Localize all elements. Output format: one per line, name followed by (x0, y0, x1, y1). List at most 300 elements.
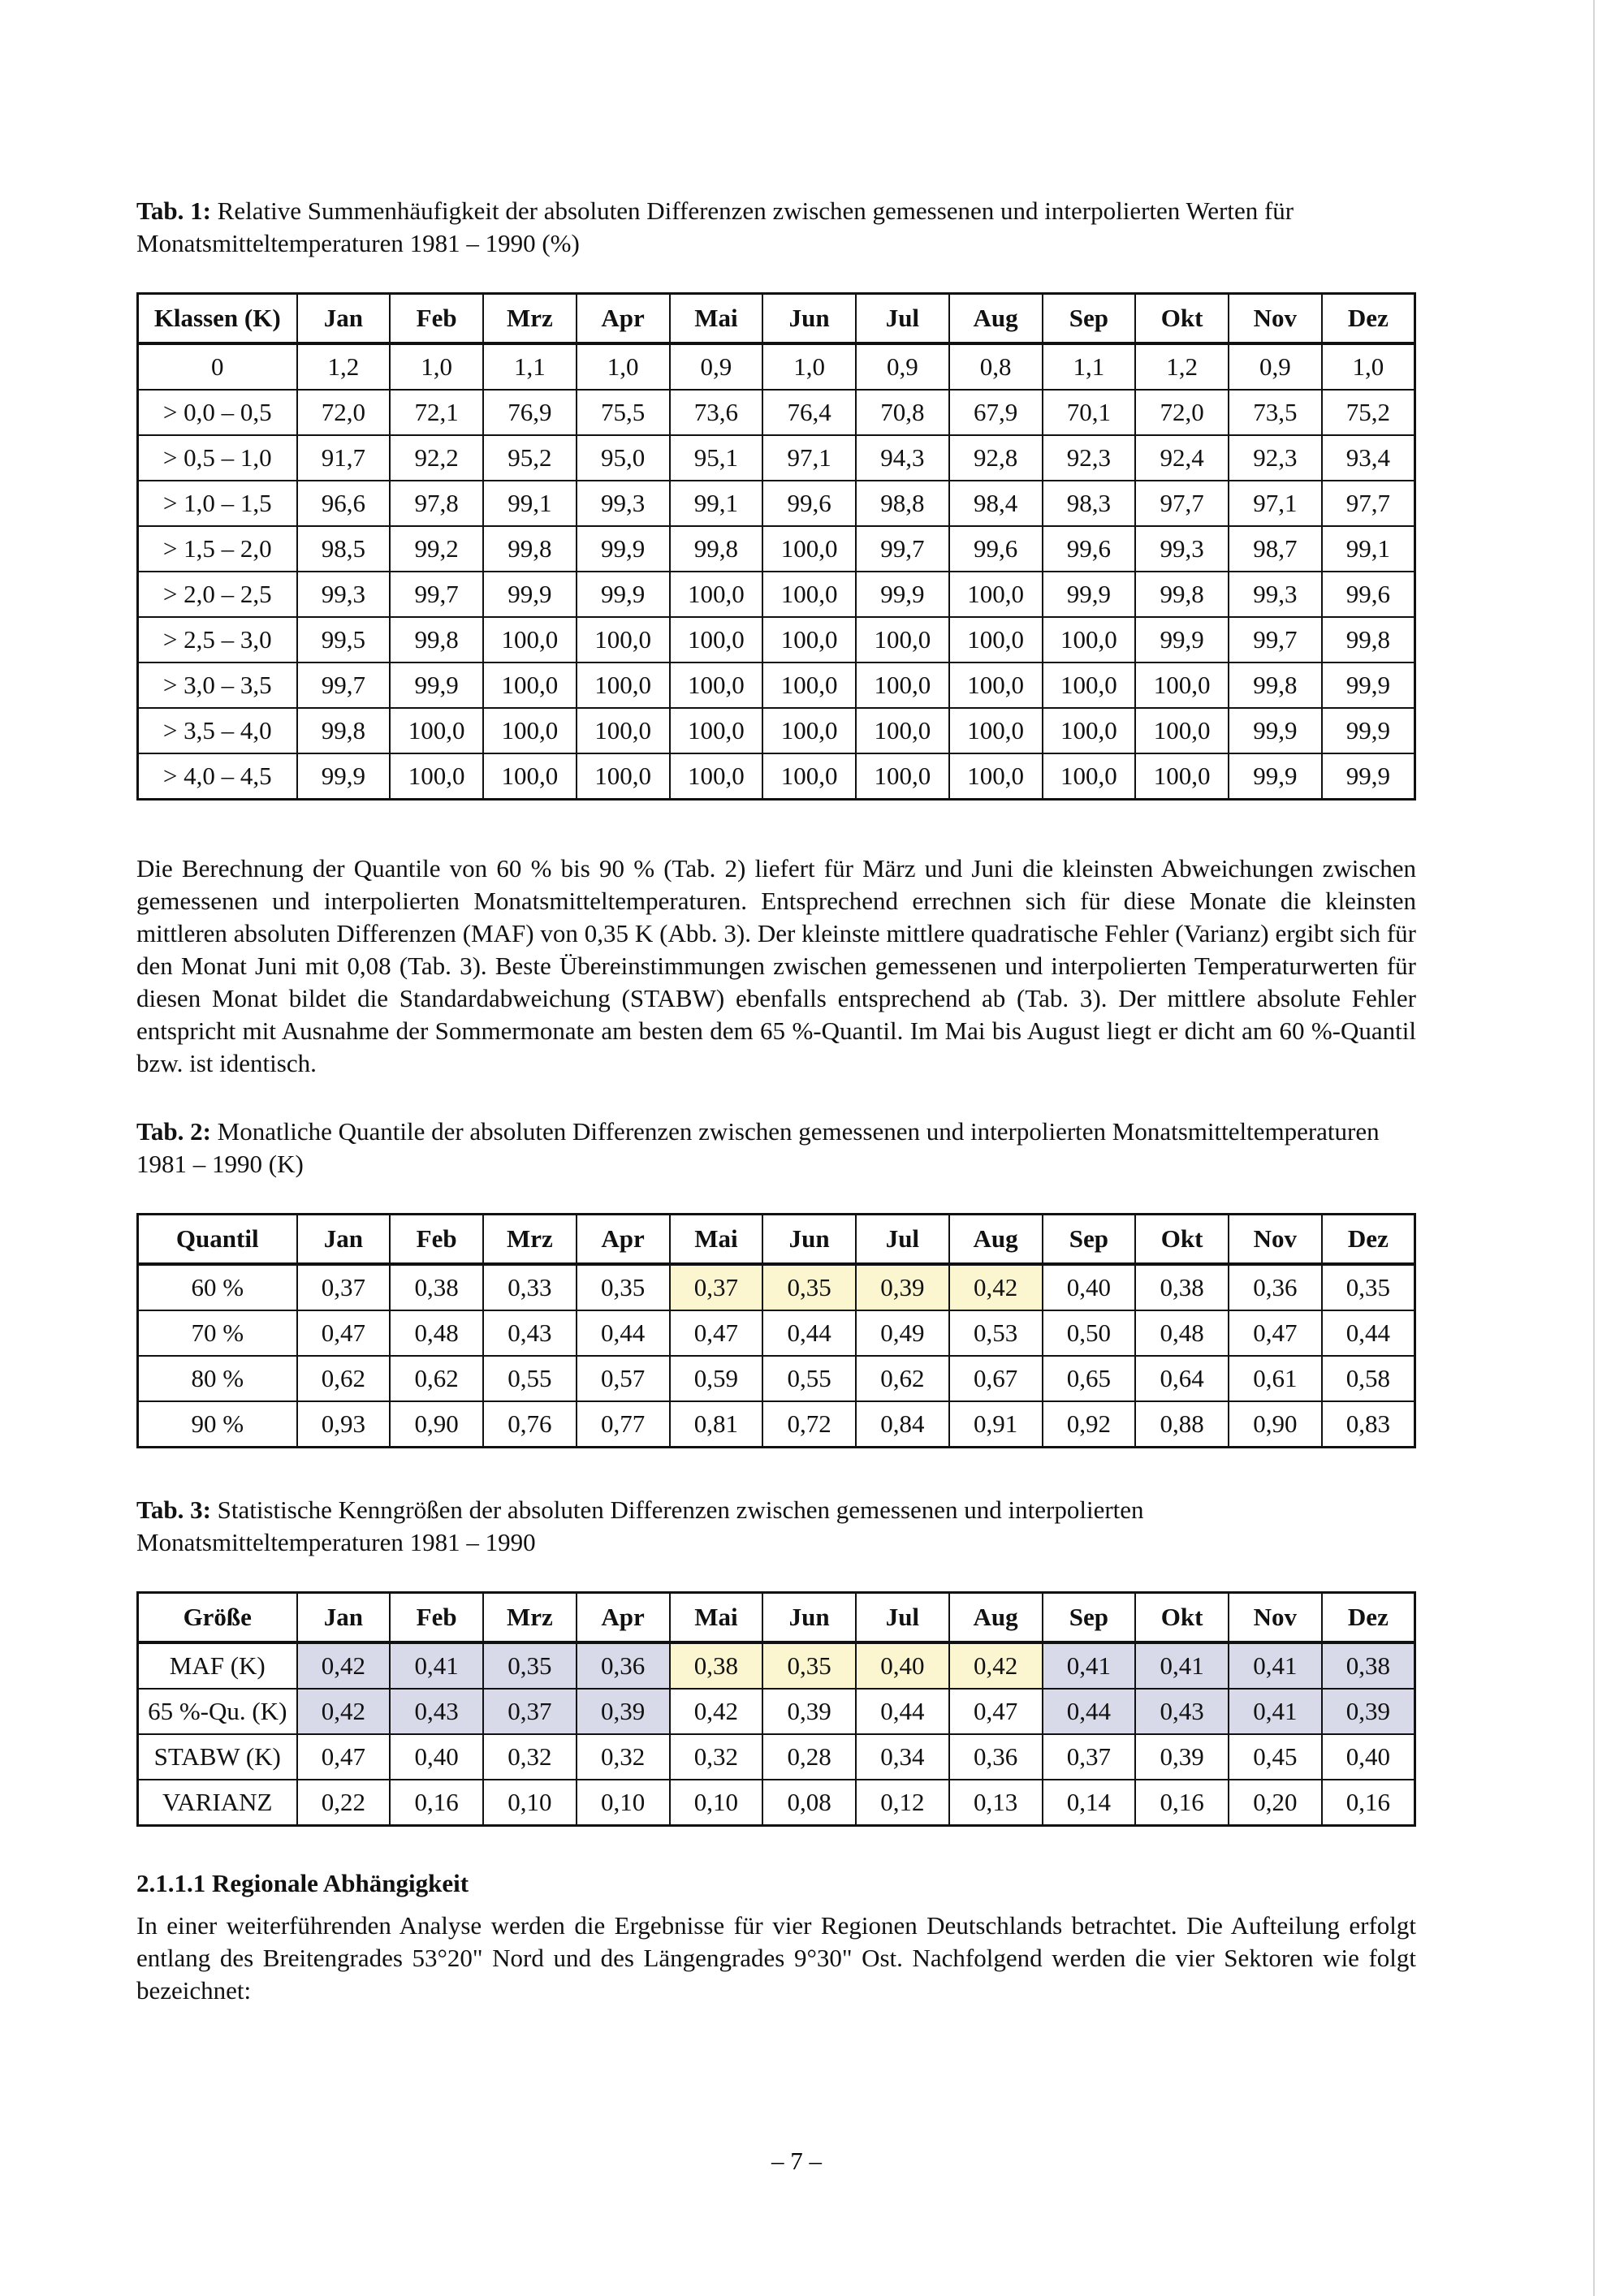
table-cell: 100,0 (762, 572, 856, 617)
table-cell: 0,37 (1043, 1734, 1136, 1780)
table-cell: 0,22 (297, 1780, 391, 1826)
table-cell: 0,64 (1135, 1356, 1229, 1401)
table-cell: 0,91 (949, 1401, 1043, 1448)
table-cell: 100,0 (1135, 708, 1229, 753)
table-cell: 100,0 (390, 753, 483, 800)
table-cell: 0,44 (577, 1310, 670, 1356)
table-cell: 0,41 (1135, 1642, 1229, 1689)
tab1-header-mai: Mai (670, 294, 763, 344)
tab3-header-okt: Okt (1135, 1593, 1229, 1643)
table-cell: 99,1 (670, 481, 763, 526)
tab3-header-jul: Jul (856, 1593, 949, 1643)
table-cell: 0,92 (1043, 1401, 1136, 1448)
table-cell: 100,0 (949, 662, 1043, 708)
table-cell: 100,0 (1135, 662, 1229, 708)
table-1-header-row (138, 294, 1415, 344)
table-cell: 0,40 (390, 1734, 483, 1780)
table-cell: 99,9 (1322, 753, 1415, 800)
tab3-header-aug: Aug (949, 1593, 1043, 1643)
table-cell: 76,4 (762, 390, 856, 435)
table-row (138, 1264, 1415, 1310)
table-cell: 92,3 (1229, 435, 1322, 481)
row-label: > 2,0 – 2,5 (138, 572, 297, 617)
table-cell: 100,0 (949, 753, 1043, 800)
table-row (138, 572, 1415, 617)
table-cell: 0,32 (483, 1734, 577, 1780)
table-cell: 75,5 (577, 390, 670, 435)
table-cell: 99,9 (1322, 708, 1415, 753)
table-row (138, 617, 1415, 662)
table-cell: 70,8 (856, 390, 949, 435)
table-3 (136, 1591, 1416, 1827)
table-cell: 1,1 (1043, 343, 1136, 390)
tab1-header-apr: Apr (577, 294, 670, 344)
table-cell: 98,7 (1229, 526, 1322, 572)
table-cell: 0,62 (390, 1356, 483, 1401)
table-cell: 99,6 (762, 481, 856, 526)
table-cell: 100,0 (577, 753, 670, 800)
table-cell: 0,38 (390, 1264, 483, 1310)
table-cell: 0,53 (949, 1310, 1043, 1356)
table-cell: 0,84 (856, 1401, 949, 1448)
table-cell: 0,81 (670, 1401, 763, 1448)
table-cell: 99,6 (1322, 572, 1415, 617)
row-label: > 0,0 – 0,5 (138, 390, 297, 435)
table-cell: 0,38 (1322, 1642, 1415, 1689)
tab1-caption-text: Relative Summenhäufigkeit der absoluten Differenzen zwischen gemessenen und interpolierten Werten für Monatsmitteltemperaturen 1981 – 1990 (%) (136, 196, 1294, 257)
table-cell: 0,9 (670, 343, 763, 390)
table-cell: 0,35 (1322, 1264, 1415, 1310)
table-cell: 0,41 (1043, 1642, 1136, 1689)
table-cell: 95,2 (483, 435, 577, 481)
tab1-header-mrz: Mrz (483, 294, 577, 344)
table-cell: 100,0 (1043, 753, 1136, 800)
table-row (138, 1780, 1415, 1826)
table-cell: 0,62 (856, 1356, 949, 1401)
table-cell: 70,1 (1043, 390, 1136, 435)
table-cell: 0,44 (856, 1689, 949, 1734)
table-cell: 0,32 (577, 1734, 670, 1780)
table-cell: 0,50 (1043, 1310, 1136, 1356)
table-row (138, 435, 1415, 481)
table-cell: 99,9 (1043, 572, 1136, 617)
table-cell: 99,1 (483, 481, 577, 526)
table-cell: 0,16 (390, 1780, 483, 1826)
table-cell: 0,42 (297, 1642, 391, 1689)
table-cell: 96,6 (297, 481, 391, 526)
table-row (138, 1310, 1415, 1356)
tab1-header-label: Klassen (K) (138, 294, 297, 344)
tab1-header-jan: Jan (297, 294, 391, 344)
table-cell: 0,90 (390, 1401, 483, 1448)
row-label: > 2,5 – 3,0 (138, 617, 297, 662)
table-cell: 1,2 (297, 343, 391, 390)
table-cell: 0,47 (1229, 1310, 1322, 1356)
row-label: > 3,0 – 3,5 (138, 662, 297, 708)
table-2 (136, 1213, 1416, 1448)
row-label: 60 % (138, 1264, 297, 1310)
table-cell: 0,28 (762, 1734, 856, 1780)
table-cell: 0,8 (949, 343, 1043, 390)
tab3-header-nov: Nov (1229, 1593, 1322, 1643)
table-row (138, 1689, 1415, 1734)
tab2-header-jan: Jan (297, 1215, 391, 1265)
table-cell: 100,0 (390, 708, 483, 753)
tab2-header-mrz: Mrz (483, 1215, 577, 1265)
table-cell: 100,0 (483, 753, 577, 800)
table-cell: 100,0 (670, 708, 763, 753)
table-cell: 75,2 (1322, 390, 1415, 435)
table-cell: 100,0 (762, 662, 856, 708)
tab2-header-apr: Apr (577, 1215, 670, 1265)
tab2-header-label: Quantil (138, 1215, 297, 1265)
table-cell: 100,0 (670, 662, 763, 708)
table-row (138, 526, 1415, 572)
table-cell: 0,39 (577, 1689, 670, 1734)
table-cell: 100,0 (856, 617, 949, 662)
table-cell: 0,10 (577, 1780, 670, 1826)
document-body (136, 195, 1416, 2007)
section-heading: 2.1.1.1 Regionale Abhängigkeit (136, 1869, 469, 1897)
tab2-header-aug: Aug (949, 1215, 1043, 1265)
table-cell: 0,10 (483, 1780, 577, 1826)
table-cell: 0,40 (1322, 1734, 1415, 1780)
tab2-caption-label: Tab. 2: (136, 1117, 211, 1146)
table-cell: 100,0 (577, 708, 670, 753)
row-label: 80 % (138, 1356, 297, 1401)
table-cell: 0,45 (1229, 1734, 1322, 1780)
table-cell: 1,0 (577, 343, 670, 390)
table-cell: 99,3 (1229, 572, 1322, 617)
table-cell: 0,47 (949, 1689, 1043, 1734)
table-cell: 0,37 (483, 1689, 577, 1734)
tab1-header-aug: Aug (949, 294, 1043, 344)
table-cell: 0,62 (297, 1356, 391, 1401)
table-cell: 0,67 (949, 1356, 1043, 1401)
table-cell: 0,76 (483, 1401, 577, 1448)
table-cell: 99,9 (390, 662, 483, 708)
tab1-header-sep: Sep (1043, 294, 1136, 344)
table-cell: 100,0 (1135, 753, 1229, 800)
tab1-header-okt: Okt (1135, 294, 1229, 344)
table-cell: 72,0 (297, 390, 391, 435)
table-cell: 0,47 (670, 1310, 763, 1356)
table-cell: 99,9 (297, 753, 391, 800)
table-cell: 73,5 (1229, 390, 1322, 435)
table-cell: 99,7 (297, 662, 391, 708)
table-cell: 92,8 (949, 435, 1043, 481)
row-label: > 1,0 – 1,5 (138, 481, 297, 526)
table-cell: 99,8 (1135, 572, 1229, 617)
table-cell: 99,8 (670, 526, 763, 572)
table-cell: 0,14 (1043, 1780, 1136, 1826)
table-cell: 0,39 (762, 1689, 856, 1734)
table-cell: 0,08 (762, 1780, 856, 1826)
table-cell: 0,47 (297, 1734, 391, 1780)
table-cell: 0,36 (1229, 1264, 1322, 1310)
table-cell: 72,1 (390, 390, 483, 435)
table-cell: 100,0 (670, 572, 763, 617)
table-cell: 0,36 (949, 1734, 1043, 1780)
tab3-caption-text: Statistische Kenngrößen der absoluten Differenzen zwischen gemessenen und interpolierten Monatsmitteltemperaturen 1981 – 1990 (136, 1495, 1144, 1556)
tab1-caption (136, 195, 1416, 260)
table-cell: 98,4 (949, 481, 1043, 526)
tab2-header-dez: Dez (1322, 1215, 1415, 1265)
table-cell: 0,61 (1229, 1356, 1322, 1401)
table-1 (136, 292, 1416, 801)
row-label: > 4,0 – 4,5 (138, 753, 297, 800)
table-cell: 0,35 (483, 1642, 577, 1689)
table-cell: 0,38 (670, 1642, 763, 1689)
table-cell: 95,1 (670, 435, 763, 481)
row-label: MAF (K) (138, 1642, 297, 1689)
table-cell: 99,7 (856, 526, 949, 572)
table-cell: 0,43 (390, 1689, 483, 1734)
row-label: > 0,5 – 1,0 (138, 435, 297, 481)
tab3-header-feb: Feb (390, 1593, 483, 1643)
table-cell: 67,9 (949, 390, 1043, 435)
table-cell: 0,34 (856, 1734, 949, 1780)
table-cell: 0,90 (1229, 1401, 1322, 1448)
table-cell: 0,44 (762, 1310, 856, 1356)
paragraph-regional-dependency: In einer weiterführenden Analyse werden die Ergebnisse für vier Regionen Deutschlands betrachtet. Die Aufteilung erfolgt entlang des Breitengrades 53°20" Nord und des Längengrades 9°30" Ost. Nachfolgend werden die vier Sektoren wie folgt bezeichnet: (136, 1911, 1416, 2005)
table-cell: 0,55 (762, 1356, 856, 1401)
table-cell: 99,9 (483, 572, 577, 617)
table-cell: 95,0 (577, 435, 670, 481)
table-cell: 0,41 (1229, 1642, 1322, 1689)
table-cell: 0,9 (856, 343, 949, 390)
table-cell: 72,0 (1135, 390, 1229, 435)
table-row (138, 390, 1415, 435)
table-cell: 99,6 (949, 526, 1043, 572)
tab3-header-apr: Apr (577, 1593, 670, 1643)
tab3-caption-label: Tab. 3: (136, 1495, 211, 1524)
table-cell: 99,9 (577, 572, 670, 617)
table-row (138, 1734, 1415, 1780)
table-cell: 100,0 (762, 617, 856, 662)
table-cell: 0,58 (1322, 1356, 1415, 1401)
table-cell: 98,5 (297, 526, 391, 572)
table-cell: 0,33 (483, 1264, 577, 1310)
table-cell: 92,2 (390, 435, 483, 481)
table-cell: 99,7 (1229, 617, 1322, 662)
table-cell: 99,3 (297, 572, 391, 617)
table-cell: 99,8 (483, 526, 577, 572)
table-cell: 99,8 (1322, 617, 1415, 662)
table-cell: 0,40 (856, 1642, 949, 1689)
table-row (138, 343, 1415, 390)
table-cell: 1,2 (1135, 343, 1229, 390)
table-cell: 100,0 (762, 526, 856, 572)
table-row (138, 1642, 1415, 1689)
table-cell: 0,59 (670, 1356, 763, 1401)
tab2-header-feb: Feb (390, 1215, 483, 1265)
tab1-header-jun: Jun (762, 294, 856, 344)
table-cell: 100,0 (577, 617, 670, 662)
table-cell: 93,4 (1322, 435, 1415, 481)
table-cell: 91,7 (297, 435, 391, 481)
table-cell: 73,6 (670, 390, 763, 435)
table-cell: 99,1 (1322, 526, 1415, 572)
table-cell: 97,1 (762, 435, 856, 481)
tab3-header-mai: Mai (670, 1593, 763, 1643)
table-cell: 0,55 (483, 1356, 577, 1401)
row-label: 0 (138, 343, 297, 390)
table-cell: 0,72 (762, 1401, 856, 1448)
tab3-header-sep: Sep (1043, 1593, 1136, 1643)
tab2-header-mai: Mai (670, 1215, 763, 1265)
page-number: – 7 – (771, 2147, 822, 2175)
table-cell: 100,0 (762, 753, 856, 800)
table-cell: 99,6 (1043, 526, 1136, 572)
table-cell: 100,0 (949, 708, 1043, 753)
table-cell: 99,8 (390, 617, 483, 662)
table-cell: 0,42 (670, 1689, 763, 1734)
table-cell: 0,47 (297, 1310, 391, 1356)
table-cell: 99,5 (297, 617, 391, 662)
tab3-header-mrz: Mrz (483, 1593, 577, 1643)
tab3-caption (136, 1494, 1416, 1559)
table-cell: 100,0 (1043, 708, 1136, 753)
tab3-header-jun: Jun (762, 1593, 856, 1643)
table-cell: 97,7 (1135, 481, 1229, 526)
table-row (138, 708, 1415, 753)
table-cell: 0,43 (1135, 1689, 1229, 1734)
table-cell: 100,0 (856, 662, 949, 708)
tab1-header-dez: Dez (1322, 294, 1415, 344)
table-cell: 100,0 (1043, 617, 1136, 662)
tab3-header-dez: Dez (1322, 1593, 1415, 1643)
table-cell: 99,9 (1135, 617, 1229, 662)
table-cell: 97,1 (1229, 481, 1322, 526)
table-cell: 97,7 (1322, 481, 1415, 526)
tab2-caption-text: Monatliche Quantile der absoluten Differenzen zwischen gemessenen und interpolierten Monatsmitteltemperaturen 1981 – 1990 (K) (136, 1117, 1380, 1178)
table-cell: 99,9 (856, 572, 949, 617)
table-cell: 0,16 (1322, 1780, 1415, 1826)
table-cell: 100,0 (949, 572, 1043, 617)
table-cell: 0,39 (1135, 1734, 1229, 1780)
table-cell: 0,35 (762, 1642, 856, 1689)
table-cell: 0,16 (1135, 1780, 1229, 1826)
table-cell: 0,44 (1043, 1689, 1136, 1734)
row-label: STABW (K) (138, 1734, 297, 1780)
row-label: VARIANZ (138, 1780, 297, 1826)
tab3-header-label: Größe (138, 1593, 297, 1643)
table-cell: 0,39 (856, 1264, 949, 1310)
table-cell: 1,0 (762, 343, 856, 390)
table-cell: 99,9 (1229, 708, 1322, 753)
table-cell: 0,12 (856, 1780, 949, 1826)
table-cell: 99,7 (390, 572, 483, 617)
table-cell: 100,0 (670, 753, 763, 800)
table-cell: 0,35 (577, 1264, 670, 1310)
table-cell: 1,1 (483, 343, 577, 390)
table-cell: 0,65 (1043, 1356, 1136, 1401)
table-cell: 99,2 (390, 526, 483, 572)
table-cell: 98,8 (856, 481, 949, 526)
tab2-header-nov: Nov (1229, 1215, 1322, 1265)
table-cell: 0,35 (762, 1264, 856, 1310)
table-cell: 0,88 (1135, 1401, 1229, 1448)
table-cell: 0,48 (390, 1310, 483, 1356)
paragraph-quantile-analysis: Die Berechnung der Quantile von 60 % bis 90 % (Tab. 2) liefert für März und Juni die kleinsten Abweichungen zwischen gemessenen und interpolierten Monatsmitteltemperaturen. Entsprechend errechnen sich für diese Monate die kleinsten mittleren absoluten Differenzen (MAF) von 0,35 K (Abb. 3). Der kleinste mittlere quadratische Fehler (Varianz) ergibt sich für den Monat Juni mit 0,08 (Tab. 3). Beste Übereinstimmungen zwischen gemessenen und interpolierten Temperaturwerten für diesen Monat bildet die Standardabweichung (STABW) ebenfalls entsprechend ab (Tab. 3). Der mittlere absolute Fehler entspricht mit Ausnahme der Sommermonate am besten dem 65 %-Quantil. Im Mai bis August liegt er dicht am 60 %-Quantil bzw. ist identisch. (136, 854, 1416, 1077)
tab1-header-feb: Feb (390, 294, 483, 344)
table-cell: 99,8 (297, 708, 391, 753)
table-cell: 0,44 (1322, 1310, 1415, 1356)
table-cell: 0,20 (1229, 1780, 1322, 1826)
tab2-header-sep: Sep (1043, 1215, 1136, 1265)
table-row (138, 1401, 1415, 1448)
row-label: 90 % (138, 1401, 297, 1448)
table-cell: 0,77 (577, 1401, 670, 1448)
table-cell: 99,3 (577, 481, 670, 526)
table-cell: 99,3 (1135, 526, 1229, 572)
table-cell: 100,0 (949, 617, 1043, 662)
row-label: 65 %-Qu. (K) (138, 1689, 297, 1734)
table-row (138, 753, 1415, 800)
table-cell: 0,32 (670, 1734, 763, 1780)
table-cell: 0,37 (297, 1264, 391, 1310)
tab1-header-jul: Jul (856, 294, 949, 344)
table-cell: 0,48 (1135, 1310, 1229, 1356)
table-cell: 76,9 (483, 390, 577, 435)
tab2-header-jun: Jun (762, 1215, 856, 1265)
table-2-header-row (138, 1215, 1415, 1265)
table-row (138, 1356, 1415, 1401)
table-cell: 0,38 (1135, 1264, 1229, 1310)
table-cell: 97,8 (390, 481, 483, 526)
table-cell: 0,41 (1229, 1689, 1322, 1734)
table-cell: 0,41 (390, 1642, 483, 1689)
table-cell: 0,39 (1322, 1689, 1415, 1734)
table-cell: 100,0 (1043, 662, 1136, 708)
table-cell: 100,0 (856, 708, 949, 753)
table-cell: 0,13 (949, 1780, 1043, 1826)
table-cell: 99,9 (1322, 662, 1415, 708)
tab2-caption (136, 1116, 1416, 1180)
tab2-header-jul: Jul (856, 1215, 949, 1265)
table-cell: 100,0 (483, 662, 577, 708)
table-cell: 100,0 (483, 708, 577, 753)
table-cell: 0,42 (949, 1264, 1043, 1310)
table-3-header-row (138, 1593, 1415, 1643)
table-cell: 0,43 (483, 1310, 577, 1356)
tab1-header-nov: Nov (1229, 294, 1322, 344)
table-cell: 100,0 (856, 753, 949, 800)
table-cell: 99,8 (1229, 662, 1322, 708)
table-cell: 0,42 (297, 1689, 391, 1734)
table-cell: 0,93 (297, 1401, 391, 1448)
table-cell: 1,0 (1322, 343, 1415, 390)
table-cell: 98,3 (1043, 481, 1136, 526)
table-cell: 0,10 (670, 1780, 763, 1826)
table-cell: 0,37 (670, 1264, 763, 1310)
table-cell: 0,36 (577, 1642, 670, 1689)
table-cell: 0,57 (577, 1356, 670, 1401)
table-row (138, 481, 1415, 526)
table-cell: 0,42 (949, 1642, 1043, 1689)
table-cell: 100,0 (483, 617, 577, 662)
row-label: > 3,5 – 4,0 (138, 708, 297, 753)
table-cell: 94,3 (856, 435, 949, 481)
table-cell: 92,4 (1135, 435, 1229, 481)
table-cell: 99,9 (577, 526, 670, 572)
tab1-caption-label: Tab. 1: (136, 196, 211, 225)
table-cell: 1,0 (390, 343, 483, 390)
table-cell: 100,0 (762, 708, 856, 753)
tab2-header-okt: Okt (1135, 1215, 1229, 1265)
table-cell: 0,83 (1322, 1401, 1415, 1448)
